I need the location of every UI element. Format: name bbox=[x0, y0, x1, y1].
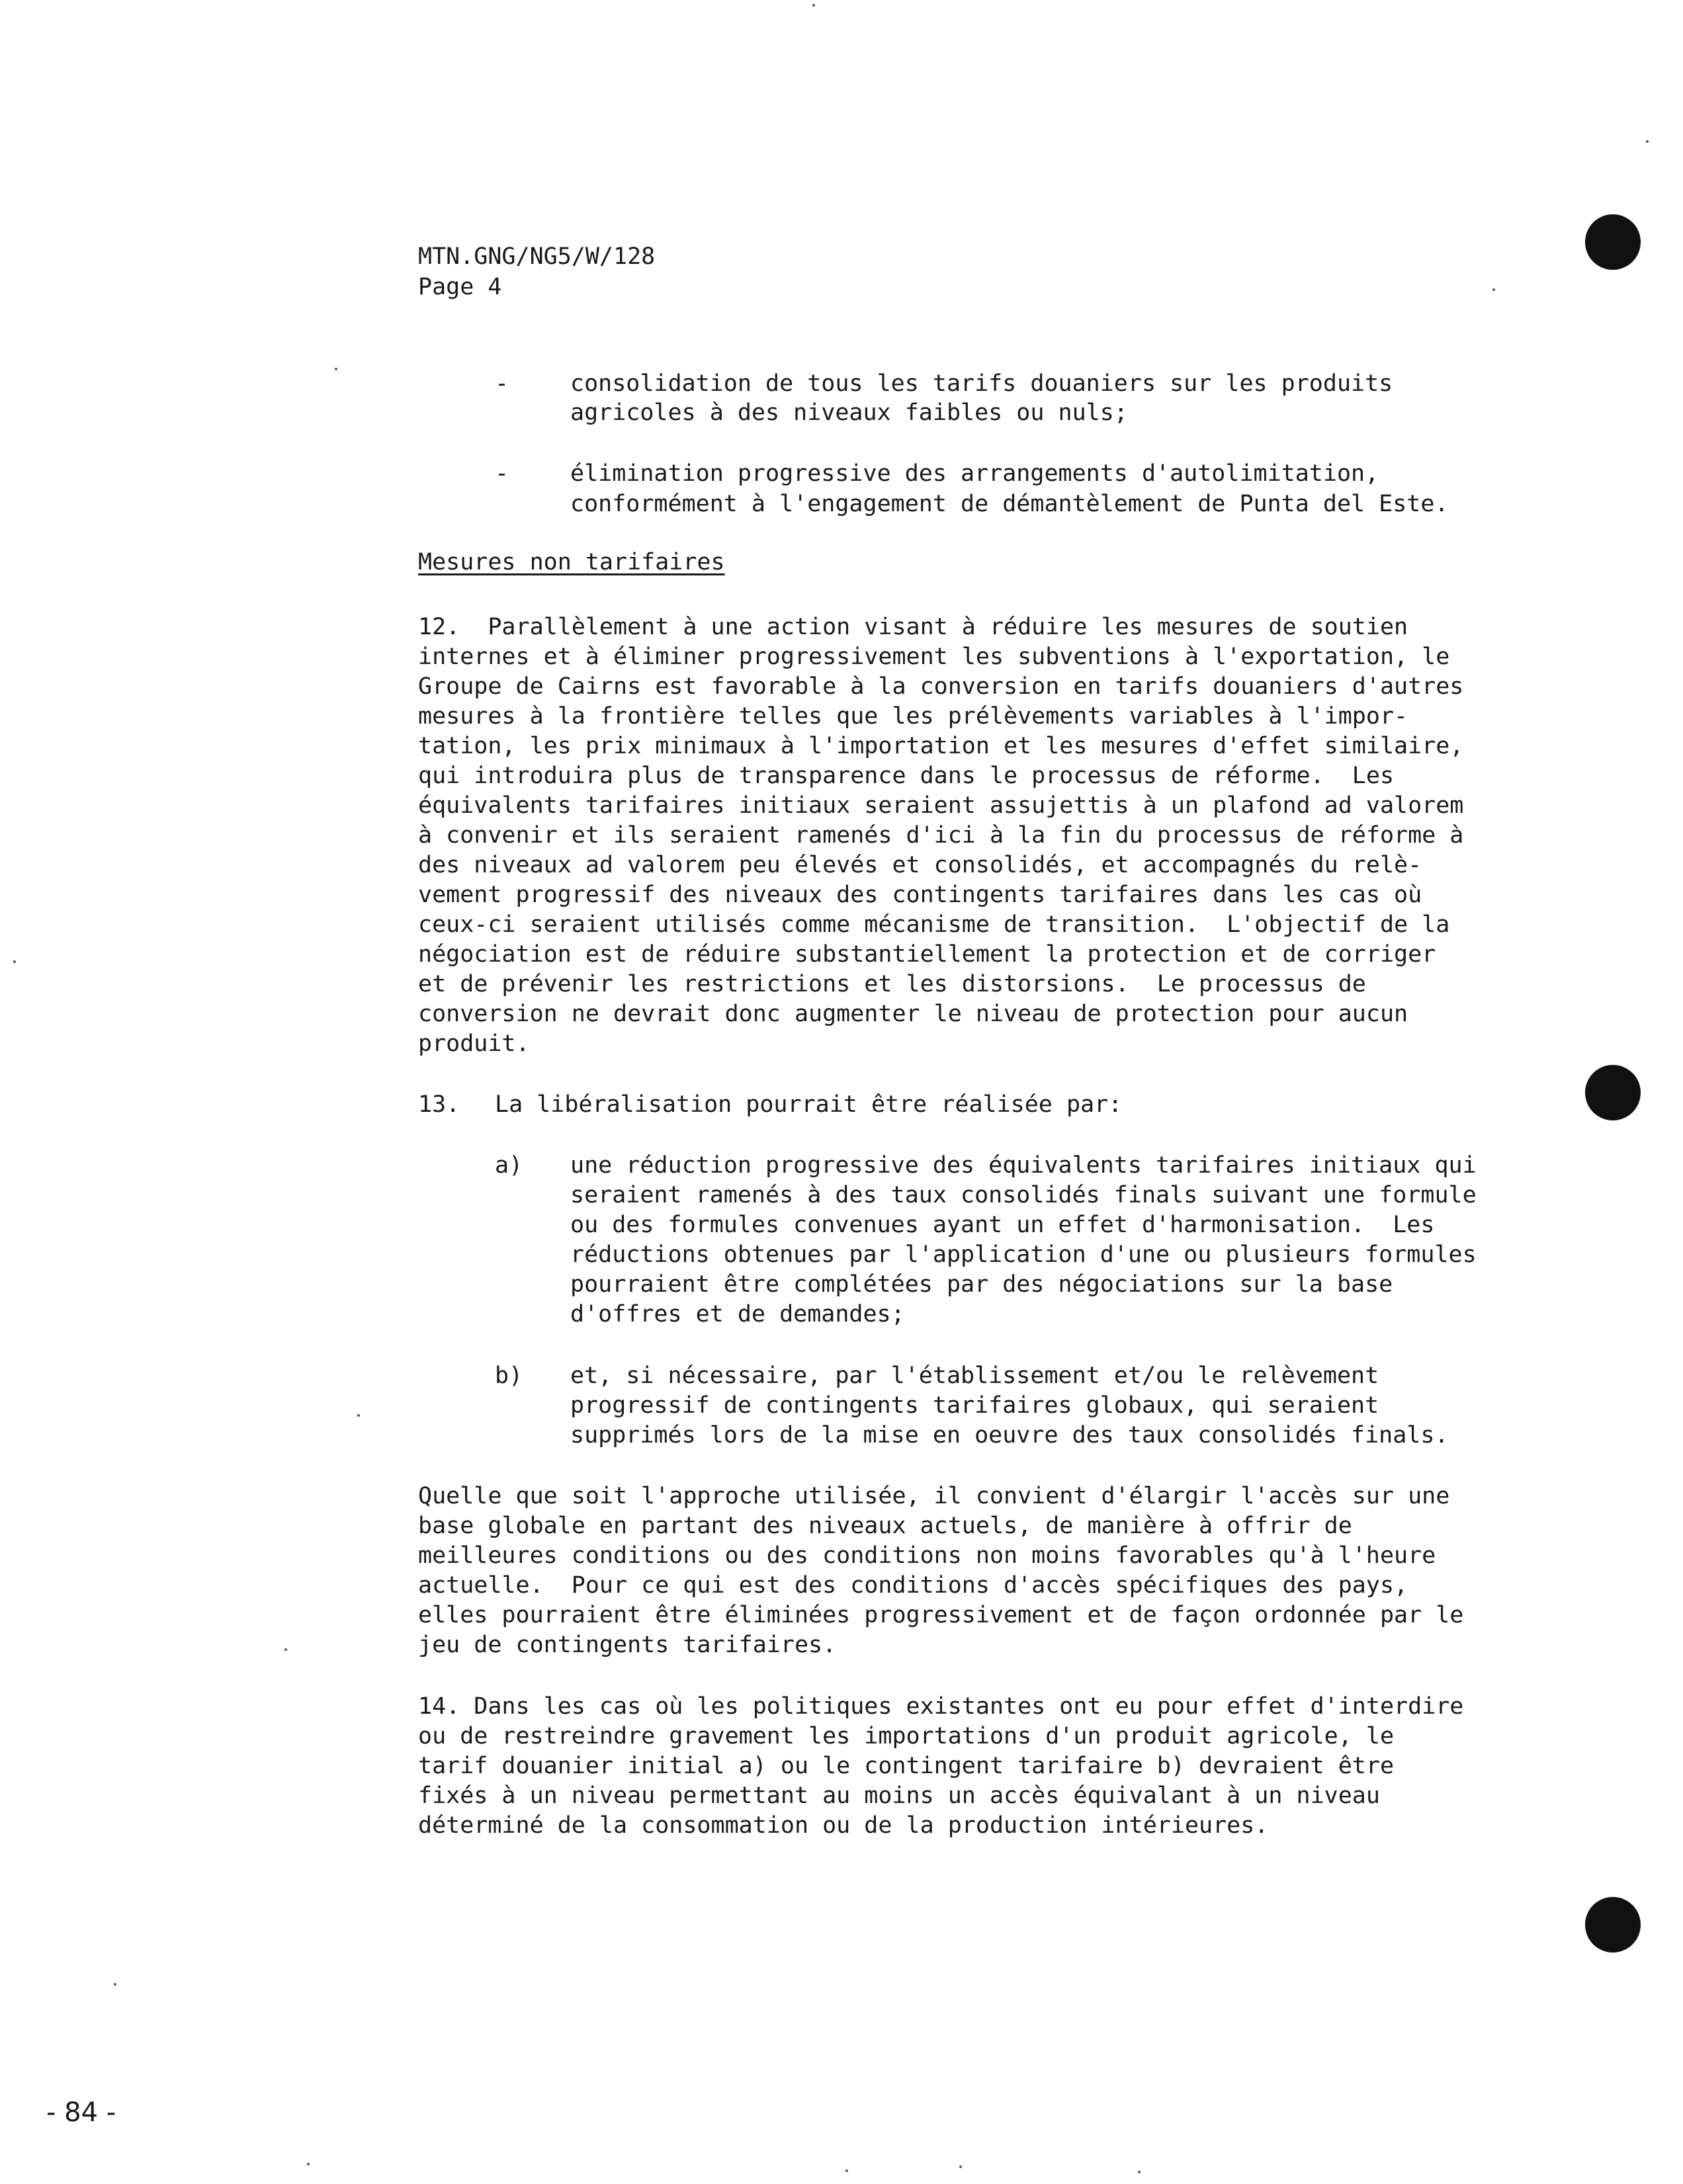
scan-speck bbox=[307, 2163, 310, 2165]
scan-speck bbox=[1492, 288, 1495, 291]
paragraph-13-closing-line: jeu de contingents tarifaires. bbox=[418, 1632, 837, 1658]
list-item-line: une réduction progressive des équivalents tarifaires initiaux qui bbox=[570, 1152, 1477, 1179]
paragraph-12-line: ceux-ci seraient utilisés comme mécanisme de transition. L'objectif de la bbox=[418, 911, 1450, 938]
list-item-line: supprimés lors de la mise en oeuvre des taux consolidés finals. bbox=[570, 1422, 1449, 1449]
paragraph-12-line: internes et à éliminer progressivement les subventions à l'exportation, le bbox=[418, 644, 1450, 670]
scan-speck bbox=[284, 1648, 287, 1651]
paragraph-12-line: vement progressif des niveaux des contingents tarifaires dans les cas où bbox=[418, 882, 1422, 908]
list-item-marker: a) bbox=[495, 1152, 523, 1179]
paragraph-13-closing-line: actuelle. Pour ce qui est des conditions d'accès spécifiques des pays, bbox=[418, 1572, 1408, 1599]
scan-speck bbox=[13, 960, 16, 963]
page-label: Page 4 bbox=[418, 274, 502, 300]
bullet-text-line: agricoles à des niveaux faibles ou nuls; bbox=[570, 399, 1128, 426]
paragraph-13-intro: La libéralisation pourrait être réalisée par: bbox=[495, 1091, 1123, 1118]
paragraph-12-line: mesures à la frontière telles que les prélèvements variables à l'impor- bbox=[418, 703, 1408, 730]
paragraph-12-line: des niveaux ad valorem peu élevés et consolidés, et accompagnés du relè- bbox=[418, 852, 1422, 878]
binder-hole-bottom bbox=[1585, 1897, 1641, 1953]
paragraph-13-closing-line: Quelle que soit l'approche utilisée, il convient d'élargir l'accès sur une bbox=[418, 1483, 1450, 1509]
list-item-marker: b) bbox=[495, 1363, 523, 1389]
footer-page-number: - 84 - bbox=[46, 2097, 116, 2128]
paragraph-12-line: à convenir et ils seraient ramenés d'ici à la fin du processus de réforme à bbox=[418, 822, 1464, 849]
paragraph-12-line: et de prévenir les restrictions et les distorsions. Le processus de bbox=[418, 971, 1366, 997]
list-item-line: pourraient être complétées par des négociations sur la base bbox=[570, 1271, 1393, 1298]
paragraph-12-line: qui introduira plus de transparence dans le processus de réforme. Les bbox=[418, 763, 1395, 789]
bullet-marker: - bbox=[495, 370, 509, 397]
paragraph-14-line: fixés à un niveau permettant au moins un accès équivalant à un niveau bbox=[418, 1783, 1380, 1809]
paragraph-14-line: déterminé de la consommation ou de la production intérieures. bbox=[418, 1812, 1269, 1839]
bullet-text-line: conformément à l'engagement de démantèlement de Punta del Este. bbox=[570, 491, 1449, 517]
paragraph-13-closing-line: meilleures conditions ou des conditions non moins favorables qu'à l'heure bbox=[418, 1542, 1436, 1569]
list-item-line: d'offres et de demandes; bbox=[570, 1301, 905, 1327]
bullet-text-line: consolidation de tous les tarifs douaniers sur les produits bbox=[570, 370, 1393, 397]
list-item-line: ou des formules convenues ayant un effet d'harmonisation. Les bbox=[570, 1212, 1435, 1238]
scan-speck bbox=[357, 1414, 360, 1417]
paragraph-12-line: 12. Parallèlement à une action visant à réduire les mesures de soutien bbox=[418, 614, 1408, 640]
scan-speck bbox=[959, 2165, 962, 2168]
binder-hole-middle bbox=[1585, 1065, 1641, 1120]
binder-hole-top bbox=[1585, 214, 1641, 270]
paragraph-12-line: produit. bbox=[418, 1030, 530, 1057]
scan-speck bbox=[812, 4, 815, 7]
scan-speck bbox=[1138, 2171, 1141, 2173]
list-item-line: progressif de contingents tarifaires globaux, qui seraient bbox=[570, 1392, 1379, 1419]
scan-speck bbox=[335, 368, 337, 370]
document-symbol: MTN.GNG/NG5/W/128 bbox=[418, 243, 656, 270]
paragraph-14-line: 14. Dans les cas où les politiques existantes ont eu pour effet d'interdire bbox=[418, 1693, 1464, 1720]
section-heading: Mesures non tarifaires bbox=[418, 549, 725, 575]
scan-speck bbox=[845, 2169, 848, 2172]
list-item-line: seraient ramenés à des taux consolidés finals suivant une formule bbox=[570, 1182, 1477, 1208]
list-item-line: réductions obtenues par l'application d'une ou plusieurs formules bbox=[570, 1241, 1477, 1268]
paragraph-14-line: tarif douanier initial a) ou le contingent tarifaire b) devraient être bbox=[418, 1753, 1395, 1779]
paragraph-13-closing-line: base globale en partant des niveaux actuels, de manière à offrir de bbox=[418, 1513, 1352, 1539]
paragraph-12-line: négociation est de réduire substantiellement la protection et de corriger bbox=[418, 941, 1436, 968]
scan-speck bbox=[1646, 140, 1649, 143]
scan-speck bbox=[114, 1983, 116, 1986]
paragraph-13-number: 13. bbox=[418, 1091, 460, 1118]
paragraph-12-line: conversion ne devrait donc augmenter le niveau de protection pour aucun bbox=[418, 1001, 1408, 1027]
paragraph-14-line: ou de restreindre gravement les importations d'un produit agricole, le bbox=[418, 1723, 1395, 1749]
paragraph-12-line: tation, les prix minimaux à l'importation et les mesures d'effet similaire, bbox=[418, 733, 1464, 759]
paragraph-13-closing-line: elles pourraient être éliminées progressivement et de façon ordonnée par le bbox=[418, 1602, 1464, 1628]
bullet-text-line: élimination progressive des arrangements d'autolimitation, bbox=[570, 460, 1379, 487]
paragraph-12-line: Groupe de Cairns est favorable à la conversion en tarifs douaniers d'autres bbox=[418, 673, 1464, 700]
list-item-line: et, si nécessaire, par l'établissement et/ou le relèvement bbox=[570, 1363, 1379, 1389]
paragraph-12-line: équivalents tarifaires initiaux seraient assujettis à un plafond ad valorem bbox=[418, 792, 1464, 819]
bullet-marker: - bbox=[495, 460, 509, 487]
